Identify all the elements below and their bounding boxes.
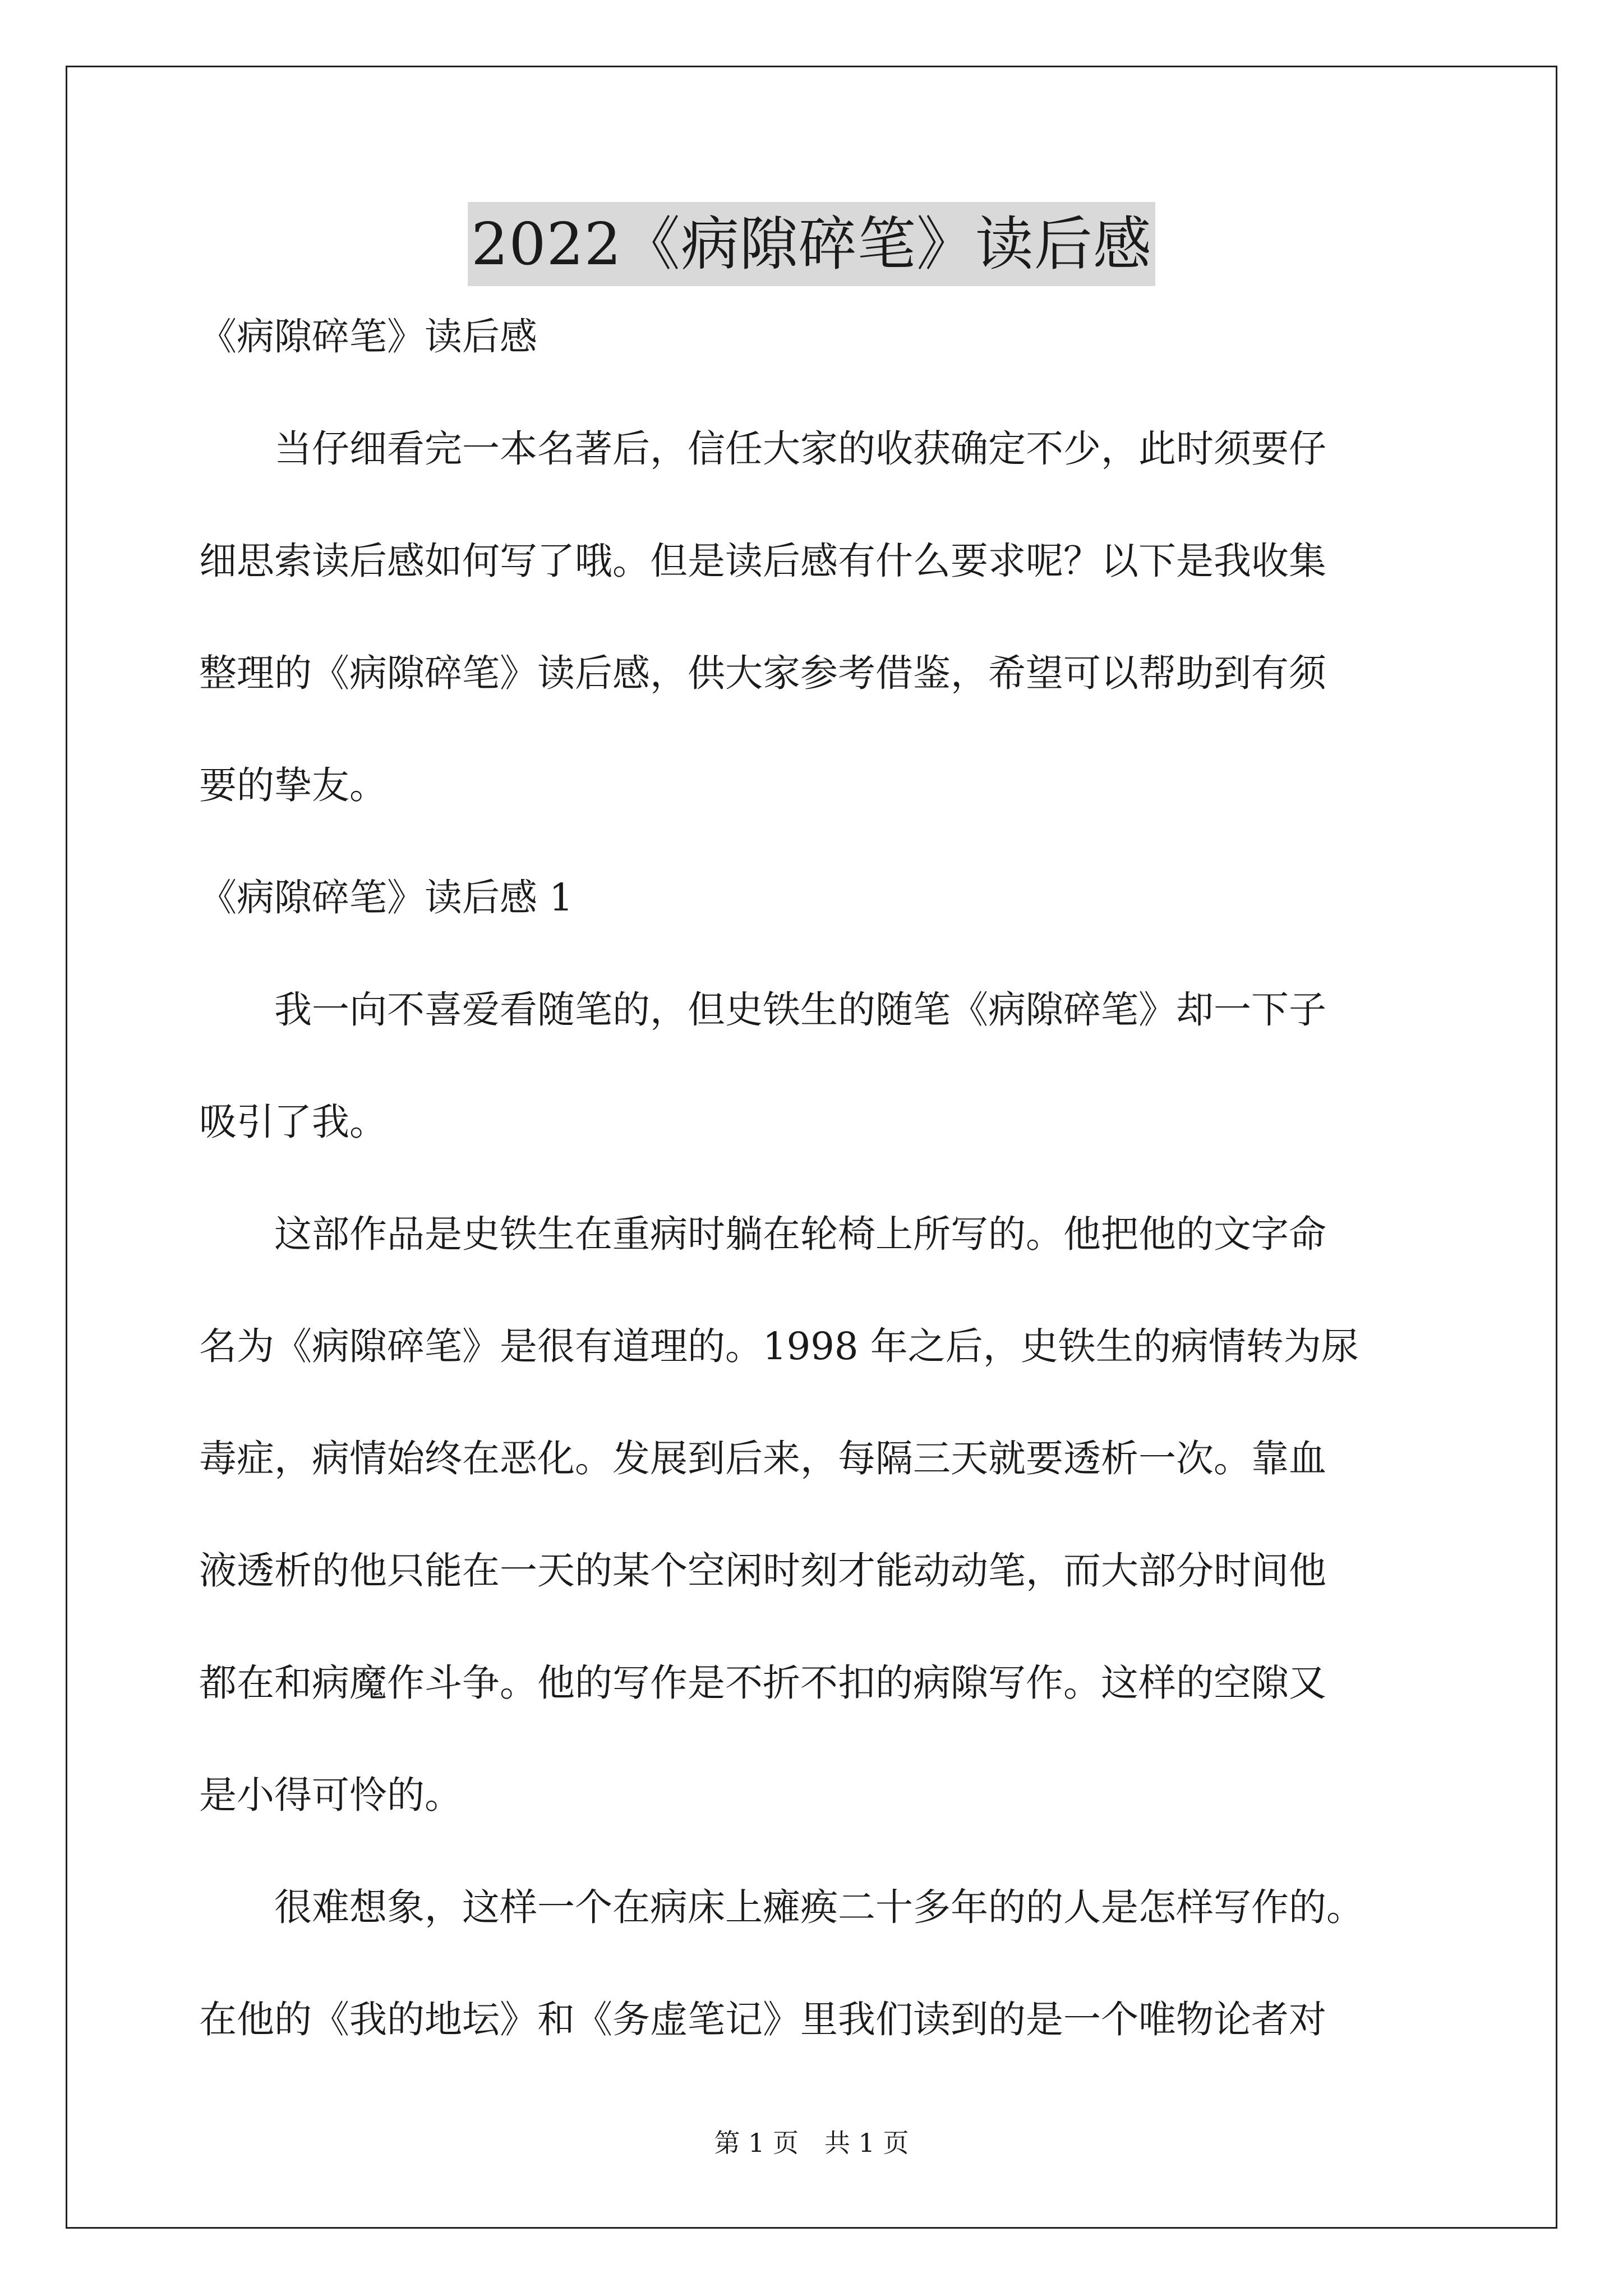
paragraph-line: 是小得可怜的。 — [199, 1773, 462, 1817]
paragraph-line: 当仔细看完一本名著后，信任大家的收获确定不少，此时须要仔 — [199, 427, 1326, 471]
paragraph-line: 这部作品是史铁生在重病时躺在轮椅上所写的。他把他的文字命 — [199, 1212, 1326, 1256]
paragraph-line: 吸引了我。 — [199, 1100, 387, 1144]
paragraph-line: 要的挚友。 — [199, 763, 387, 807]
title-container — [0, 202, 1623, 286]
paragraph-line: 细思索读后感如何写了哦。但是读后感有什么要求呢？以下是我收集 — [199, 539, 1326, 583]
paragraph-line: 名为《病隙碎笔》是很有道理的。1998 年之后，史铁生的病情转为尿 — [199, 1324, 1359, 1368]
paragraph-line: 整理的《病隙碎笔》读后感，供大家参考借鉴，希望可以帮助到有须 — [199, 651, 1326, 695]
page-footer: 第 1 页 共 1 页 — [714, 2128, 909, 2158]
subtitle-heading: 《病隙碎笔》读后感 — [199, 315, 537, 358]
section-heading: 《病隙碎笔》读后感 1 — [199, 876, 573, 919]
paragraph-line: 毒症，病情始终在恶化。发展到后来，每隔三天就要透析一次。靠血 — [199, 1437, 1326, 1480]
paragraph-line: 液透析的他只能在一天的某个空闲时刻才能动动笔，而大部分时间他 — [199, 1549, 1326, 1593]
paragraph-line: 很难想象，这样一个在病床上瘫痪二十多年的的人是怎样写作的。 — [199, 1885, 1364, 1929]
paragraph-line: 我一向不喜爱看随笔的，但史铁生的随笔《病隙碎笔》却一下子 — [199, 988, 1326, 1032]
paragraph-line: 在他的《我的地坛》和《务虚笔记》里我们读到的是一个唯物论者对 — [199, 1998, 1326, 2041]
document-title: 2022《病隙碎笔》读后感 — [468, 202, 1155, 286]
paragraph-line: 都在和病魔作斗争。他的写作是不折不扣的病隙写作。这样的空隙又 — [199, 1661, 1326, 1705]
